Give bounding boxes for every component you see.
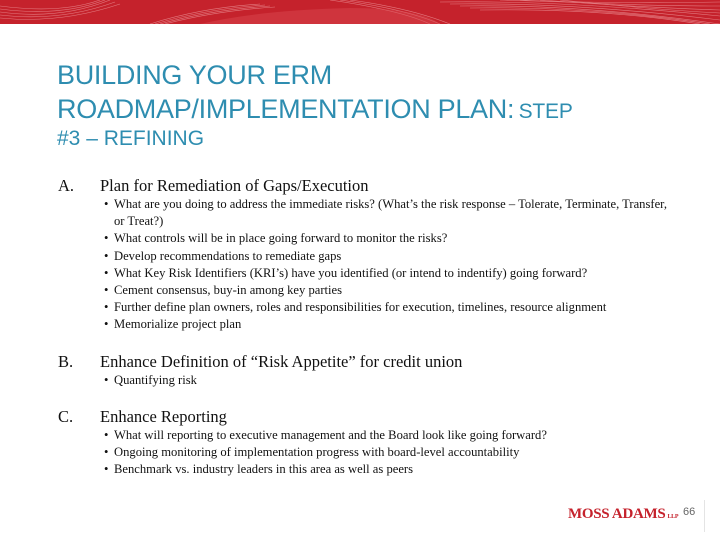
wave-decoration-icon — [0, 0, 720, 24]
section-heading — [58, 351, 678, 372]
section-letter: C. — [58, 406, 74, 426]
list-item: • What Key Risk Identifiers (KRI’s) have you identified (or intend to indentify) going forward? — [104, 265, 678, 282]
section-heading — [58, 406, 678, 427]
list-item: • What are you doing to address the immediate risks? (What’s the risk response – Tolerate, Terminate, Transfer, or Treat?) — [104, 196, 678, 230]
list-item: • Cement consensus, buy-in among key parties — [104, 282, 678, 299]
slide-body — [58, 175, 678, 495]
list-item: • Ongoing monitoring of implementation progress with board-level accountability — [104, 444, 678, 461]
footer-divider — [704, 500, 705, 532]
list-item: • What controls will be in place going forward to monitor the risks? — [104, 230, 678, 247]
list-item: • Develop recommendations to remediate gaps — [104, 248, 678, 265]
title-line-2: ROADMAP/IMPLEMENTATION PLAN: — [57, 94, 515, 124]
slide-title — [57, 58, 697, 152]
section-title: Plan for Remediation of Gaps/Execution — [100, 176, 369, 195]
bullet-list — [58, 196, 678, 334]
section-a — [58, 175, 678, 334]
list-item: • Benchmark vs. industry leaders in this area as well as peers — [104, 461, 678, 478]
section-title: Enhance Definition of “Risk Appetite” for credit union — [100, 351, 463, 371]
section-heading — [58, 175, 678, 196]
bullet-list — [58, 427, 678, 479]
bullet-list — [58, 372, 678, 389]
section-letter: A. — [58, 176, 75, 195]
list-item: • Further define plan owners, roles and responsibilities for execution, timelines, resource alignment — [104, 299, 678, 316]
logo-text: MOSS ADAMS — [568, 506, 666, 522]
title-line-3: #3 – REFINING — [57, 127, 205, 150]
list-item: • Quantifying risk — [104, 372, 678, 389]
section-b — [58, 351, 678, 389]
title-step: STEP — [518, 100, 573, 123]
list-item: • Memorialize project plan — [104, 316, 678, 333]
company-logo — [568, 506, 678, 523]
page-number: 66 — [683, 506, 696, 518]
list-item: • What will reporting to executive management and the Board look like going forward? — [104, 427, 678, 444]
section-title: Enhance Reporting — [100, 406, 227, 426]
section-letter: B. — [58, 351, 74, 371]
title-line-1: BUILDING YOUR ERM — [57, 60, 332, 90]
section-c — [58, 406, 678, 479]
header-banner — [0, 0, 720, 24]
logo-suffix: LLP — [667, 514, 679, 520]
